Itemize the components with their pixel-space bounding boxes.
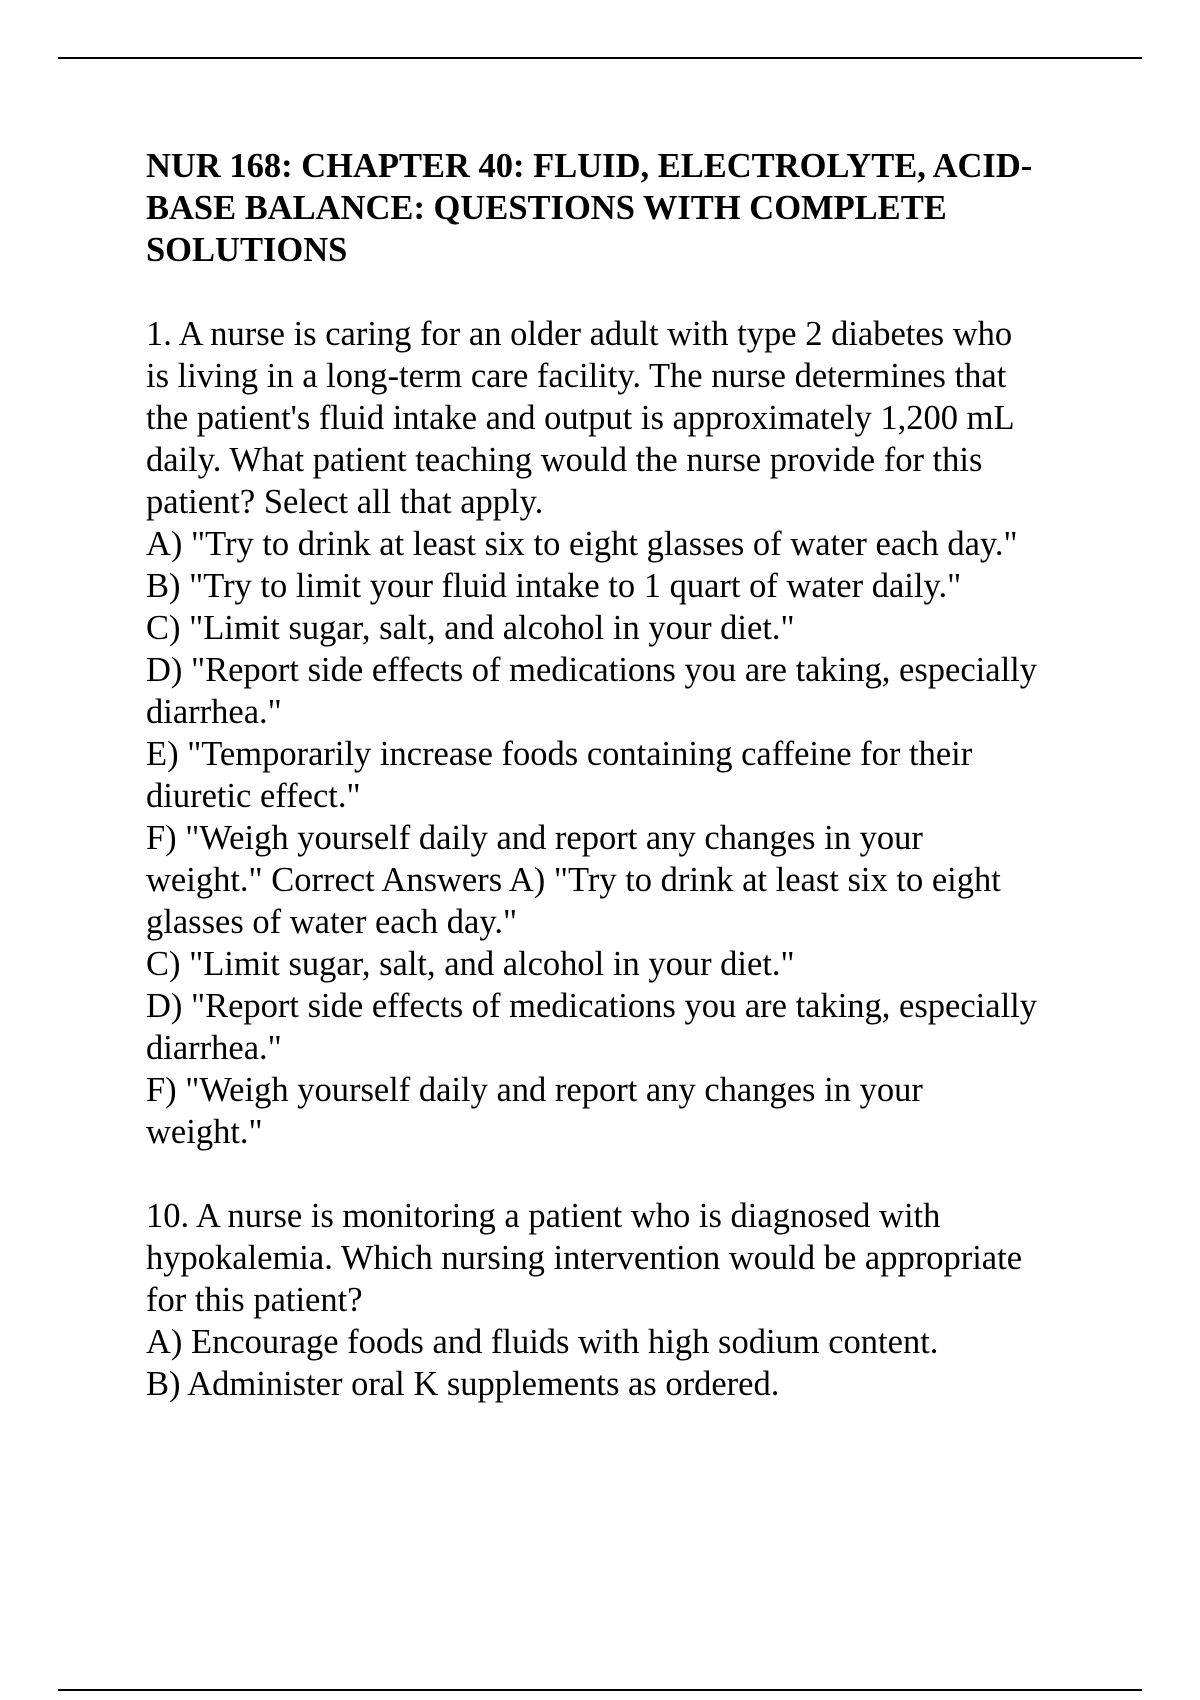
answer-line: glasses of water each day.": [146, 903, 518, 941]
document-title: [146, 145, 1106, 271]
answer-line: C) "Limit sugar, salt, and alcohol in your diet.": [146, 945, 795, 983]
question-1: [146, 313, 1106, 1153]
question-line: daily. What patient teaching would the nurse provide for this: [146, 441, 983, 479]
option-line: F) "Weigh yourself daily and report any changes in your: [146, 819, 923, 857]
option-line: diuretic effect.": [146, 777, 361, 815]
answer-line: diarrhea.": [146, 1029, 282, 1067]
answer-line: weight." Correct Answers A) "Try to drink at least six to eight: [146, 861, 1001, 899]
document-body: [146, 145, 1106, 1405]
question-line: 10. A nurse is monitoring a patient who is diagnosed with: [146, 1197, 941, 1235]
question-line: patient? Select all that apply.: [146, 483, 544, 521]
option-line: B) Administer oral K supplements as ordered.: [146, 1365, 780, 1403]
title-line: SOLUTIONS: [146, 231, 348, 269]
question-line: the patient's fluid intake and output is approximately 1,200 mL: [146, 399, 1015, 437]
option-line: B) "Try to limit your fluid intake to 1 quart of water daily.": [146, 567, 962, 605]
option-line: D) "Report side effects of medications you are taking, especially: [146, 651, 1037, 689]
title-line: NUR 168: CHAPTER 40: FLUID, ELECTROLYTE, ACID-: [146, 147, 1033, 185]
question-line: 1. A nurse is caring for an older adult with type 2 diabetes who: [146, 315, 1013, 353]
answer-line: D) "Report side effects of medications you are taking, especially: [146, 987, 1037, 1025]
title-line: BASE BALANCE: QUESTIONS WITH COMPLETE: [146, 189, 947, 227]
question-10: [146, 1195, 1106, 1405]
option-line: E) "Temporarily increase foods containing caffeine for their: [146, 735, 973, 773]
option-line: A) Encourage foods and fluids with high sodium content.: [146, 1323, 939, 1361]
question-line: for this patient?: [146, 1281, 363, 1319]
bottom-rule: [58, 1689, 1142, 1691]
question-line: hypokalemia. Which nursing intervention would be appropriate: [146, 1239, 1023, 1277]
answer-line: F) "Weigh yourself daily and report any changes in your: [146, 1071, 923, 1109]
option-line: A) "Try to drink at least six to eight glasses of water each day.": [146, 525, 1018, 563]
option-line: C) "Limit sugar, salt, and alcohol in your diet.": [146, 609, 795, 647]
option-line: diarrhea.": [146, 693, 282, 731]
top-rule: [58, 57, 1142, 59]
question-line: is living in a long-term care facility. The nurse determines that: [146, 357, 1007, 395]
answer-line: weight.": [146, 1113, 263, 1151]
